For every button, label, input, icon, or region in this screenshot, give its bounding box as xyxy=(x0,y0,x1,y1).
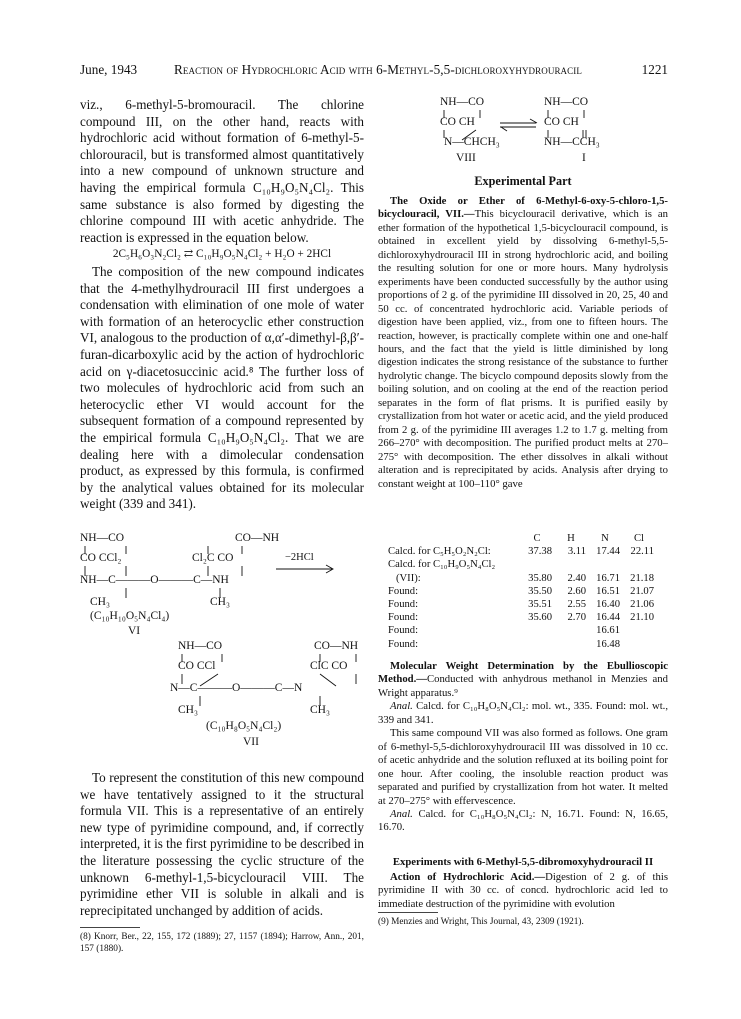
table-cell: Calcd. for C₅H₅O₂N₂Cl: xyxy=(388,546,491,558)
anal-label: Anal. xyxy=(390,807,413,820)
bond-lines xyxy=(80,532,370,640)
table-cell: 21.07 xyxy=(630,585,654,597)
nitrogen-analysis: Calcd. for C₁₀H₈O₅N₄Cl₂: N, 16.71. Found: N, 16.65, 16.70. xyxy=(378,807,668,834)
formula-text: NH—CO xyxy=(440,96,485,108)
table-cell: 35.80 xyxy=(528,572,552,584)
table-cell: 35.50 xyxy=(528,585,552,597)
table-cell: 37.38 xyxy=(528,546,552,558)
page-number: 1221 xyxy=(641,62,668,77)
formula-text: NH—C———O———C—NH xyxy=(80,574,229,586)
structural-formula-VIII-I xyxy=(440,96,640,168)
left-paragraph-3: To represent the constitution of this new compound we have tentatively assigned to it the structural formula VII. This is a representative of an entirely new type of pyrimidine compound, and, if correctly interpreted, it is the first pyrimidine to be described in the literature possessing the cyclic structure of the unknown 6-methyl-1,5-bicyclouracil VIII. The pyrimidine ether VII is soluble in alkali and is reprecipitated unchanged by addition of acids. xyxy=(80,770,364,918)
table-cell xyxy=(588,558,622,571)
header-title: Reaction of Hydrochloric Acid with 6-Methyl-5,5-dichloroxyhydrouracil xyxy=(174,62,582,77)
experiment-2-body: Digestion of 2 g. of this pyrimidine II with 30 cc. of concd. hydrochloric acid led to immediate destruction of the pyrimidine with evolution xyxy=(378,871,668,910)
formula-text: CH₃ xyxy=(210,596,230,608)
formula-text: CO CH xyxy=(544,116,579,128)
analysis-table xyxy=(386,532,656,651)
table-header: H xyxy=(567,533,575,544)
table-cell: 21.06 xyxy=(630,599,654,611)
table-cell: Found: xyxy=(388,625,419,637)
table-row xyxy=(386,624,656,637)
table-row xyxy=(386,638,656,651)
same-compound-paragraph: This same compound VII was also formed as follows. One gram of 6-methyl-5,5-dichloroxyhydrouracil III was dissolved in 10 cc. of acetic anhydride and the solution refluxed at its boiling point for one hour. After cooling, the insoluble reaction product was separated and purified by crystallization from hot water. It melted at 270–275° with effervescence. xyxy=(378,727,668,807)
table-cell: 21.18 xyxy=(630,572,654,584)
table-cell xyxy=(520,624,554,637)
table-cell: 16.71 xyxy=(596,572,620,584)
experiment-2-heading: Experiments with 6-Methyl-5,5-dibromoxyhydrouracil II xyxy=(392,856,654,868)
section-title: Experimental Part xyxy=(474,174,572,188)
table-cell: Found: xyxy=(388,612,419,624)
formula-text: (C₁₀H₈O₅N₄Cl₂) xyxy=(206,720,282,732)
table-cell: 21.10 xyxy=(630,612,654,624)
experiment-2 xyxy=(378,871,668,911)
formula-label: VIII xyxy=(456,152,476,164)
reaction-equation: 2C₅H₆O₃N₂Cl₂ ⇄ C₁₀H₉O₅N₄Cl₂ + H₂O + 2HCl xyxy=(112,248,332,260)
formula-text: ClC CO xyxy=(310,660,348,672)
formula-text: CH₃ xyxy=(90,596,110,608)
anal-label: Anal. xyxy=(390,700,413,713)
table-row xyxy=(386,585,656,598)
table-row xyxy=(386,572,656,585)
molecular-weight-section xyxy=(378,660,668,835)
table-cell xyxy=(554,638,588,651)
table-cell xyxy=(622,638,656,651)
formula-text: NH—CO xyxy=(80,532,125,544)
table-cell xyxy=(520,638,554,651)
formula-text: CH₃ xyxy=(310,704,330,716)
footnote-rule xyxy=(80,927,140,928)
table-cell: 2.55 xyxy=(567,599,586,611)
structural-formula-VI xyxy=(80,532,370,640)
mw-heading: Molecular Weight Determination by the Ebullioscopic Method.— xyxy=(378,660,668,686)
bond-lines xyxy=(440,96,640,168)
table-cell: 2.70 xyxy=(567,612,586,624)
table-row xyxy=(386,611,656,624)
formula-label: VII xyxy=(243,736,259,748)
table-cell: Found: xyxy=(388,585,419,597)
table-header-row xyxy=(386,532,656,545)
formula-text: CO CCl₂ xyxy=(80,552,122,564)
formula-text: CO CCl xyxy=(178,660,216,672)
table-cell: 2.40 xyxy=(567,572,586,584)
formula-label: VI xyxy=(128,625,141,637)
left-paragraph-2: The composition of the new compound indicates that the 4-methylhydrouracil III first undergoes a condensation with elimination of one mole of water with formation of an heterocyclic ether construction VI, analogous to the production of α,α′-dimethyl-β,β′-furan-dicarboxylic acid by the action of hydrochloric acid on γ-diacetosuccinic acid.⁸ The further loss of two molecules of hydrochloric acid from such an heterocyclic ether VI would account for the subsequent formation of a compound represented by the empirical formula C₁₀H₉O₅N₄Cl₂. That we are dealing here with a dimolecular condensation product, as expressed by this formula, is confirmed by the analytical values obtained for its molecular weight (339 and 341). xyxy=(80,264,364,512)
structural-formula-VII xyxy=(160,640,370,752)
experiment-1 xyxy=(378,195,668,491)
table-cell: (VII): xyxy=(396,572,421,584)
table-cell: 16.40 xyxy=(596,599,620,611)
table-row xyxy=(386,558,656,571)
formula-text: (C₁₀H₁₀O₅N₄Cl₄) xyxy=(90,610,170,622)
formula-text: NH—CO xyxy=(178,640,223,652)
table-cell: 3.11 xyxy=(567,546,586,558)
table-row xyxy=(386,545,656,558)
formula-text: Cl₂C CO xyxy=(192,552,234,564)
table-row xyxy=(386,598,656,611)
table-cell: 2.60 xyxy=(567,585,586,597)
table-cell xyxy=(622,558,656,571)
table-cell: Found: xyxy=(388,599,419,611)
footnote-8: (8) Knorr, Ber., 22, 155, 172 (1889); 27, 1157 (1894); Harrow, Ann., 201, 157 (1880). xyxy=(80,932,364,954)
table-cell: 22.11 xyxy=(630,546,654,558)
formula-text: −2HCl xyxy=(285,552,314,563)
formula-text: CO—NH xyxy=(235,532,280,544)
bond-lines xyxy=(160,640,370,752)
footnote-9: (9) Menzies and Wright, This Journal, 43, 2309 (1921). xyxy=(378,917,584,927)
table-cell xyxy=(622,624,656,637)
formula-text: CO CH xyxy=(440,116,475,128)
formula-text: N—CHCH₃ xyxy=(444,136,500,148)
formula-text: CH₃ xyxy=(178,704,198,716)
table-cell: Found: xyxy=(388,638,419,650)
formula-text: N—C———O———C—N xyxy=(170,682,303,694)
table-cell: 16.44 xyxy=(596,612,620,624)
experiment-2-subheading: Action of Hydrochloric Acid.— xyxy=(390,871,546,883)
table-header: N xyxy=(601,533,609,544)
table-cell: 17.44 xyxy=(596,546,620,558)
table-header: Cl xyxy=(633,533,644,544)
running-header xyxy=(80,62,668,80)
table-cell: 16.48 xyxy=(596,638,620,650)
table-cell xyxy=(554,558,588,571)
table-cell xyxy=(520,558,554,571)
experiment-1-heading: The Oxide or Ether of 6-Methyl-6-oxy-5-chloro-1,5-bicyclouracil, VII.— xyxy=(378,195,668,221)
table-cell: Calcd. for C₁₀H₉O₅N₄Cl₂ xyxy=(388,559,496,571)
table-cell: 16.61 xyxy=(596,625,620,637)
footnote-rule xyxy=(378,912,438,913)
formula-label: I xyxy=(582,152,586,164)
left-paragraph-1: viz., 6-methyl-5-bromouracil. The chlorine compound III, on the other hand, reacts with hydrochloric acid without formation of 6-methyl-5-chlorouracil, but is transformed almost quantitatively into a new compound of unknown structure and having the empirical formula C₁₀H₉O₅N₄Cl₂. This same substance is also formed by digesting the chlorine compound III with acetic anhydride. The reaction is expressed in the equation below. xyxy=(80,97,364,245)
header-date: June, 1943 xyxy=(80,62,138,77)
table-cell: 35.60 xyxy=(528,612,552,624)
table-header: C xyxy=(533,533,541,544)
mw-analysis: Calcd. for C₁₀H₈O₅N₄Cl₂: mol. wt., 335. Found: mol. wt., 339 and 341. xyxy=(378,700,669,726)
table-cell: 35.51 xyxy=(528,599,552,611)
table-cell xyxy=(554,624,588,637)
formula-text: NH—CCH₃ xyxy=(544,136,600,148)
mw-body: Conducted with anhydrous methanol in Menzies and Wright apparatus.⁹ xyxy=(378,673,668,699)
experiment-1-body: This bicyclouracil derivative, which is an ether formation of the hypothetical 1,5-bicyclouracil compound, is obtained in excellent yield by dissolving 6-methyl-5,5-dichloroxyhydrouracil III in strong hydrochloric acid, and boiling the resulting solution for one or more hours. Many hydrolysis experiments have been conducted successfully by the author using proportions of 2 g. of the pyrimidine III dissolved in 20, 25, 40 and 50 cc. of concentrated hydrochloric acid. Variable periods of digestion have been applied, viz., from one to fifteen hours. The reaction, however, is practically complete within one and one-half hours, and the fact that the yield is little diminished by long digestion indicates the strong resistance of the substance to further hydrolytic change. The bicyclo compound deposits slowly from the boiling solution, and on cooling at the end of the reaction period separates in the form of flat prisms. It is purified easily by crystallization from hot water or acetic acid, and the yield produced from 2 g. of the pyrimidine III averages 1.2 to 1.7 g. melting from 266–270° with decomposition. The purified product melts at 270–275° with decomposition. The ether dissolves in alkali without alteration and is reprecipitated by acids. Analysis after drying to constant weight at 100–110° gave xyxy=(378,208,668,490)
formula-text: CO—NH xyxy=(314,640,359,652)
table-cell: 16.51 xyxy=(596,585,620,597)
formula-text: NH—CO xyxy=(544,96,589,108)
